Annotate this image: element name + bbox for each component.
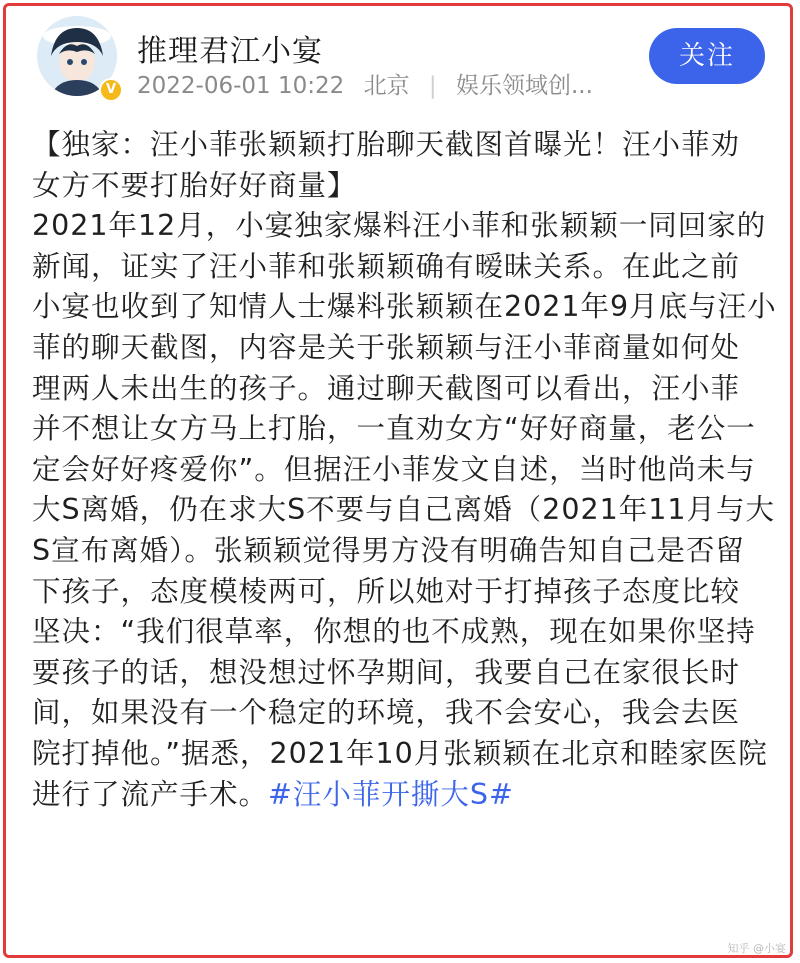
- post-meta: [137, 67, 605, 100]
- content-line: 要孩子的话，想没想过怀孕期间，我要自己在家很长时: [32, 655, 741, 689]
- content-last-line: [32, 775, 772, 816]
- content-line: S宣布离婚）。张颖颖觉得男方没有明确告知自己是否留: [32, 533, 745, 567]
- content-line: 并不想让女方马上打胎，一直劝女方“好好商量，老公一: [32, 412, 756, 446]
- author-name[interactable]: 推理君江小宴: [137, 34, 323, 69]
- post-content: [32, 125, 777, 815]
- content-line: 间，如果没有一个稳定的环境，我不会安心，我会去医: [32, 696, 741, 730]
- content-line: 菲的聊天截图，内容是关于张颖颖与汪小菲商量如何处: [32, 330, 741, 364]
- content-line: 大S离婚，仍在求大S不要与自己离婚（2021年11月与大: [32, 493, 775, 527]
- follow-button[interactable]: 关注: [649, 28, 765, 84]
- content-line: 【独家：汪小菲张颖颖打胎聊天截图首曝光！汪小菲劝: [32, 128, 741, 161]
- post-header: [37, 14, 777, 104]
- verified-badge-icon: V: [99, 78, 123, 102]
- content-line: 2021年12月，小宴独家爆料汪小菲和张颖颖一同回家的: [32, 209, 767, 243]
- content-line: 理两人未出生的孩子。通过聊天截图可以看出，汪小菲: [32, 371, 741, 405]
- content-line: 定会好好疼爱你”。但据汪小菲发文自述，当时他尚未与: [32, 452, 756, 486]
- watermark: 知乎 @小宴: [727, 942, 786, 955]
- author-category: 娱乐领域创...: [455, 73, 593, 99]
- meta-separator: |: [428, 73, 437, 99]
- content-line: 女方不要打胎好好商量】: [32, 168, 357, 202]
- content-line: 坚决：“我们很草率，你想的也不成熟，现在如果你坚持: [32, 615, 756, 649]
- content-line: 下孩子，态度模棱两可，所以她对于打掉孩子态度比较: [32, 574, 741, 608]
- hashtag-link[interactable]: #汪小菲开撕大S#: [268, 777, 514, 811]
- content-line: 院打掉他。”据悉，2021年10月张颖颖在北京和睦家医院: [32, 736, 768, 770]
- post-datetime: 2022-06-01 10:22: [137, 73, 345, 99]
- content-line: 小宴也收到了知情人士爆料张颖颖在2021年9月底与汪小: [32, 290, 777, 324]
- content-line: 新闻，证实了汪小菲和张颖颖确有暧昧关系。在此之前: [32, 249, 741, 283]
- content-last-text: 进行了流产手术。: [32, 777, 269, 811]
- post-location: 北京: [363, 73, 410, 99]
